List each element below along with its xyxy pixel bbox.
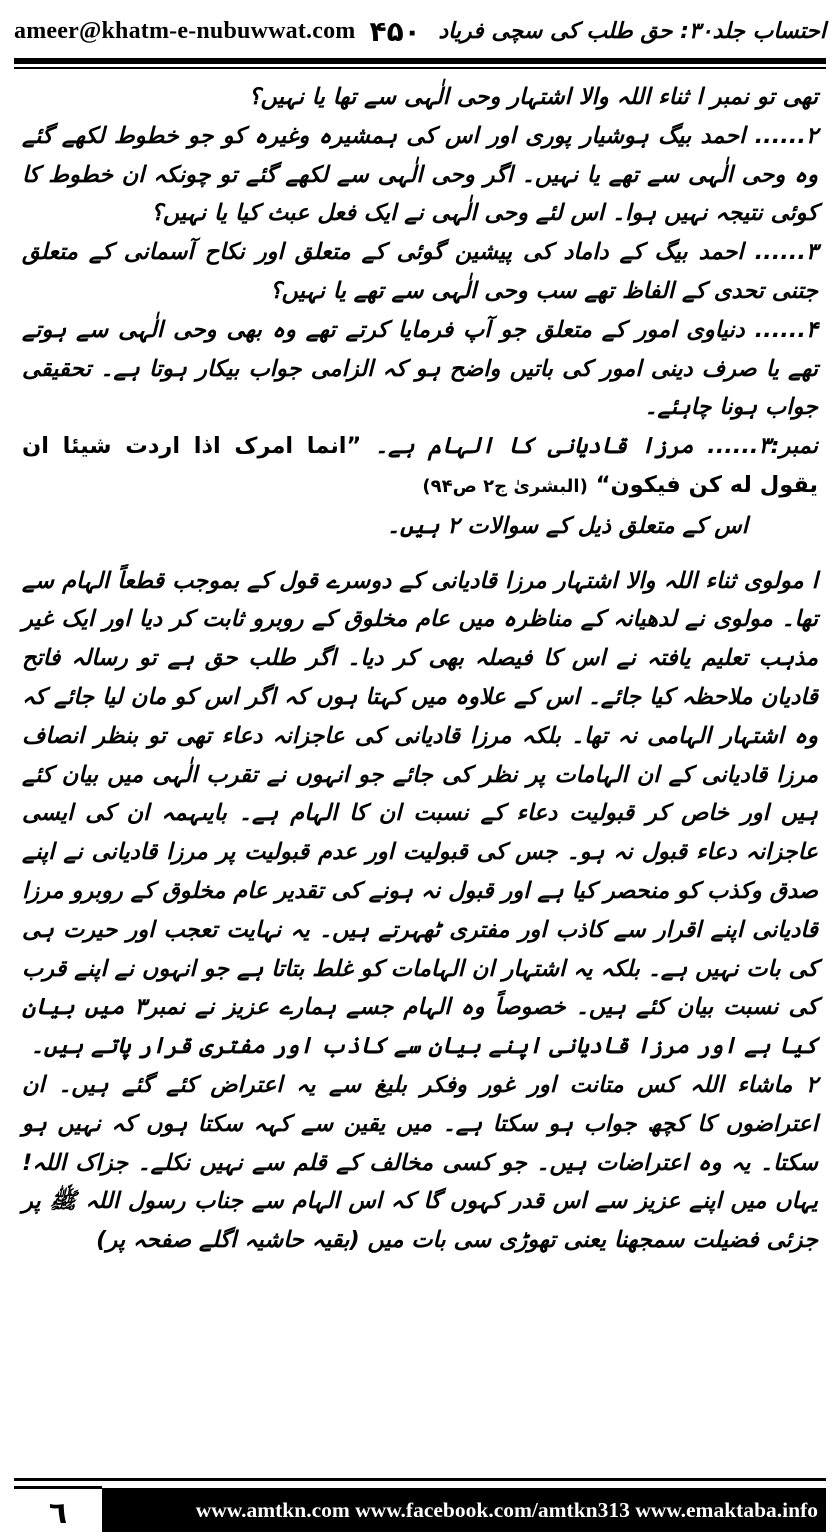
- q3-label: نمبر:۳...... مرزا قادیانی کا الہام ہے۔: [375, 433, 819, 460]
- question-4: ۴...... دنیاوی امور کے متعلق جو آپ فرمایا کرتے تھے وہ بھی وحی الٰہی سے ہوتے تھے یا صرف دینی امور کی باتیں واضح ہو کہ الزامی جواب بیکار ہوتا ہے۔ تحقیقی جواب ہونا چاہئے۔: [22, 316, 818, 421]
- answer-2: [22, 1066, 818, 1260]
- footer-rule: [14, 1478, 826, 1481]
- header-email: ameer@khatm-e-nubuwwat.com: [14, 17, 356, 44]
- answer-1: ا مولوی ثناء اللہ والا اشتہار مرزا قادیانی کے دوسرے قول کے بموجب قطعاً الہام سے تھا۔ مولوی نے لدھیانہ کے مناظرہ میں عام مخلوق کے روبرو ثابت کر دیا اور ایک غیر مذہب تعلیم یافتہ نے اس کا فیصلہ بھی کر دیا۔ اگر طلب حق ہے تو رسالہ فاتح قادیان ملاحظہ کیا جائے۔ اس کے علاوہ میں کہتا ہوں کہ اگر اس کو مان لیا جائے کہ وہ اشتہار الہامی نہ تھا۔ بلکہ مرزا قادیانی کی عاجزانہ دعاء تھی تو بنظر انصاف مرزا قادیانی کے ان الہامات پر نظر کی جائے جو انہوں نے تقرب الٰہی میں بیان کئے ہیں اور خاص کر قبولیت دعاء کے نسبت ان کا الہام ہے۔ بایںہمہ ان کی ایسی عاجزانہ دعاء قبول نہ ہو۔ جس کی قبولیت اور عدم قبولیت پر مرزا قادیانی نے اپنے صدق وکذب کو منحصر کیا ہے اور قبول نہ ہونے کی تقدیر عام مخلوق کے روبرو مرزا قادیانی اپنے اقرار سے کاذب اور مفتری ٹھہرتے ہیں۔ یہ نہایت تعجب اور حیرت ہی کی بات نہیں ہے۔ بلکہ یہ اشتہار ان الہامات کو غلط بتاتا ہے جو انہوں نے اپنے قرب کی نسبت بیان کئے ہیں۔ خصوصاً وہ الہام جسے ہمارے عزیز نے نمبر۳ میں بیان کیا ہے اور مرزا قادیانی اپنے بیان سے کاذب اور مفتری قرار پاتے ہیں۔: [22, 567, 818, 1060]
- header-left: [14, 15, 421, 48]
- body-line-1: تھی تو نمبر ا ثناء اللہ والا اشتہار وحی الٰہی سے تھا یا نہیں؟: [248, 84, 818, 110]
- footer-bar: [14, 1488, 826, 1532]
- question-3: ۳...... احمد بیگ کے داماد کی پیشین گوئی کے متعلق اور نکاح آسمانی کے متعلق جتنی تحدی کے الفاظ تھے سب وحی الٰہی سے تھے یا نہیں؟: [22, 239, 818, 304]
- page-footer: [14, 1478, 826, 1534]
- page-body: [22, 78, 818, 1470]
- page-header: [14, 8, 826, 54]
- q3-followup: اس کے متعلق ذیل کے سوالات ۲ ہیں۔: [386, 512, 748, 539]
- footer-links: www.amtkn.com www.facebook.com/amtkn313 www.emaktaba.info: [195, 1497, 818, 1522]
- question-block-3: [22, 427, 818, 507]
- question-2: ۲...... احمد بیگ ہوشیار پوری اور اس کی ہمشیرہ وغیرہ کو جو خطوط لکھے گئے وہ وحی الٰہی سے تھے یا نہیں۔ اگر وحی الٰہی سے لکھے گئے تو چونکہ ان خطوط کا کوئی نتیجہ نہیں ہوا۔ اس لئے وحی الٰہی نے ایک فعل عبث کیا یا نہیں؟: [22, 122, 818, 227]
- continued-note: (بقیہ حاشیہ اگلے صفحہ پر): [96, 1227, 360, 1254]
- running-title: احتساب جلد۳۰: حق طلب کی سچی فریاد: [438, 18, 826, 44]
- header-rule-thick: [14, 58, 826, 64]
- answer-2-text: ۲ ماشاء اللہ کس متانت اور غور وفکر بلیغ سے یہ اعتراض کئے گئے ہیں۔ ان اعتراضوں کا کچھ جواب ہو سکتا ہے۔ میں یقین سے کہہ سکتا ہوں کہ نہیں ہو سکتا۔ یہ وہ اعتراضات ہیں۔ جو کسی مخالف کے قلم سے نہیں نکلے۔ جزاک اللہ! یہاں میں اپنے عزیز سے اس قدر کہوں گا کہ اس الہام سے جناب رسول اللہ ﷺ پر جزئی فضیلت سمجھنا یعنی تھوڑی سی بات میں: [22, 1071, 818, 1254]
- q3-reference: (البشریٰ ج۲ ص۹۴): [422, 475, 588, 497]
- header-rule-thin: [14, 67, 826, 69]
- q3-arabic-quote: ”انما امرک اذا اردت شیئا ان یقول له کن فیکون“: [22, 433, 818, 498]
- header-page-number: ۴۵۰: [369, 14, 421, 48]
- footer-page-number: ٦: [14, 1486, 102, 1537]
